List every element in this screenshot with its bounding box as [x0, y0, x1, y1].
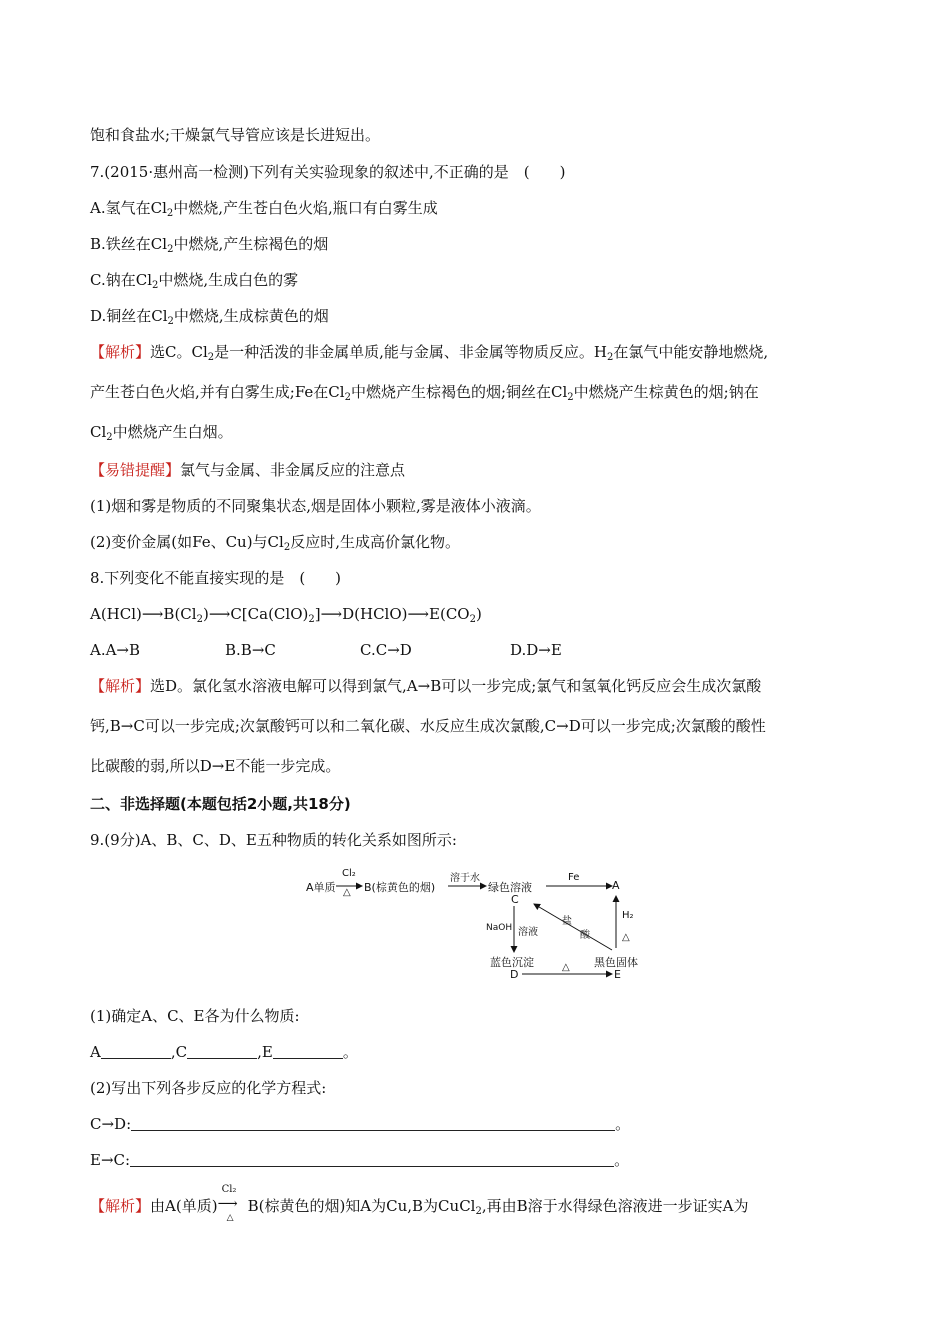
- label-salt: 盐: [562, 916, 572, 927]
- arrow-icon: ⟶: [217, 1196, 238, 1212]
- label-h2: H₂: [622, 910, 634, 921]
- q8-option-a: A.A→B: [90, 641, 141, 659]
- error-tip-2: (2)变价金属(如Fe、Cu)与$Cl_2$反应时,生成高价氯化物。: [90, 533, 460, 553]
- delta-icon: △: [226, 1213, 234, 1223]
- arrow-icon: ⟶: [320, 605, 343, 623]
- node-a-single: A单质: [306, 881, 336, 894]
- analysis-label: 【解析】: [90, 343, 151, 361]
- node-black-solid: 黑色固体: [594, 956, 638, 969]
- label-dissolve: 溶于水: [450, 873, 480, 884]
- arrow-icon: ⟶: [407, 605, 430, 623]
- delta-icon: △: [562, 962, 570, 973]
- q9-c-to-d: C→D: 。: [90, 1115, 631, 1133]
- label-solution: 溶液: [518, 927, 538, 938]
- cl2-arrow: [217, 1184, 248, 1223]
- q7-analysis-line-1: 【解析】选C。$Cl_2$是一种活泼的非金属单质,能与金属、非金属等物质反应。$H_2$在氯气中能安静地燃烧,: [90, 343, 769, 363]
- answer-blank-a[interactable]: [101, 1044, 171, 1059]
- section-heading: 二、非选择题(本题包括2小题,共18分): [90, 795, 351, 813]
- label-cl2: Cl₂: [342, 868, 356, 879]
- q9-e-to-c: E→C: 。: [90, 1151, 630, 1169]
- question-8-stem: 8.下列变化不能直接实现的是 ( ): [90, 569, 342, 587]
- label-cl2: Cl₂: [221, 1184, 237, 1195]
- q9-part-2: (2)写出下列各步反应的化学方程式:: [90, 1079, 327, 1097]
- answer-blank-c-to-d[interactable]: [131, 1116, 615, 1131]
- q8-option-c: C.C→D: [360, 641, 412, 659]
- analysis-label: 【解析】: [90, 1197, 151, 1215]
- arrow-icon: ⟶: [141, 605, 164, 623]
- q8-analysis-line-2: 钙,B→C可以一步完成;次氯酸钙可以和二氧化碳、水反应生成次氯酸,C→D可以一步完成;次氯酸的酸性: [90, 717, 766, 735]
- q8-analysis-line-3: 比碳酸的弱,所以D→E不能一步完成。: [90, 757, 341, 775]
- analysis-label: 【解析】: [90, 677, 151, 695]
- node-d: D: [510, 968, 519, 981]
- error-tip-1: (1)烟和雾是物质的不同聚集状态,烟是固体小颗粒,雾是液体小液滴。: [90, 497, 541, 515]
- answer-blank-e[interactable]: [273, 1044, 343, 1059]
- node-green-solution: 绿色溶液: [488, 881, 532, 894]
- answer-blank-c[interactable]: [187, 1044, 257, 1059]
- delta-icon: △: [343, 887, 351, 898]
- node-b: B(棕黄色的烟): [364, 881, 436, 894]
- q8-option-d: D.D→E: [510, 641, 562, 659]
- node-a: A: [612, 879, 620, 892]
- q8-option-b: B.B→C: [225, 641, 276, 659]
- node-c: C: [511, 893, 519, 906]
- error-tip-label: 【易错提醒】: [90, 461, 181, 479]
- label-acid: 酸: [580, 930, 590, 941]
- answer-blank-e-to-c[interactable]: [130, 1152, 614, 1167]
- arrow-icon: ⟶: [208, 605, 231, 623]
- node-blue-precipitate: 蓝色沉淀: [490, 956, 534, 969]
- q9-part-1-answers: A ,C ,E 。: [90, 1043, 358, 1061]
- q7-option-a: A.氢气在$Cl_2$中燃烧,产生苍白色火焰,瓶口有白雾生成: [90, 199, 438, 219]
- delta-icon: △: [622, 932, 630, 943]
- label-naoh: NaOH: [486, 923, 513, 933]
- arrow-acid: [534, 904, 612, 950]
- label-fe: Fe: [568, 872, 580, 883]
- q8-reaction-chain: $A(HCl)⟶B(Cl_2)⟶C[Ca(ClO)_2]⟶D(HClO)⟶E(CO_2)$: [90, 605, 482, 625]
- q7-option-c: C.钠在$Cl_2$中燃烧,生成白色的雾: [90, 271, 299, 291]
- question-9-stem: 9.(9分)A、B、C、D、E五种物质的转化关系如图所示:: [90, 831, 457, 849]
- question-7-stem: 7.(2015·惠州高一检测)下列有关实验现象的叙述中,不正确的是 ( ): [90, 163, 566, 181]
- q9-part-1: (1)确定A、C、E各为什么物质:: [90, 1007, 300, 1025]
- error-tip-title: 【易错提醒】氯气与金属、非金属反应的注意点: [90, 461, 406, 479]
- q9-analysis-line-1: 【解析】由A(单质) Cl₂ ⟶ △ B(棕黄色的烟)知A为Cu,B为CuCl$_2$,再由B溶于水得绿色溶液进一步证实A为: [90, 1196, 748, 1216]
- q7-option-d: D.铜丝在$Cl_2$中燃烧,生成棕黄色的烟: [90, 307, 329, 327]
- q7-analysis-line-2: 产生苍白色火焰,并有白雾生成;Fe在$Cl_2$中燃烧产生棕褐色的烟;铜丝在$Cl_2$中燃烧产生棕黄色的烟;钠在: [90, 383, 759, 403]
- q8-analysis-line-1: 【解析】选D。氯化氢水溶液电解可以得到氯气,A→B可以一步完成;氯气和氢氧化钙反应会生成次氯酸: [90, 677, 762, 695]
- node-e: E: [614, 968, 621, 981]
- q7-analysis-line-3: $Cl_2$中燃烧产生白烟。: [90, 423, 233, 443]
- q7-option-b: B.铁丝在$Cl_2$中燃烧,产生棕褐色的烟: [90, 235, 329, 255]
- reaction-diagram: [300, 864, 660, 984]
- text-line: 饱和食盐水;干燥氯气导管应该是长进短出。: [90, 126, 381, 144]
